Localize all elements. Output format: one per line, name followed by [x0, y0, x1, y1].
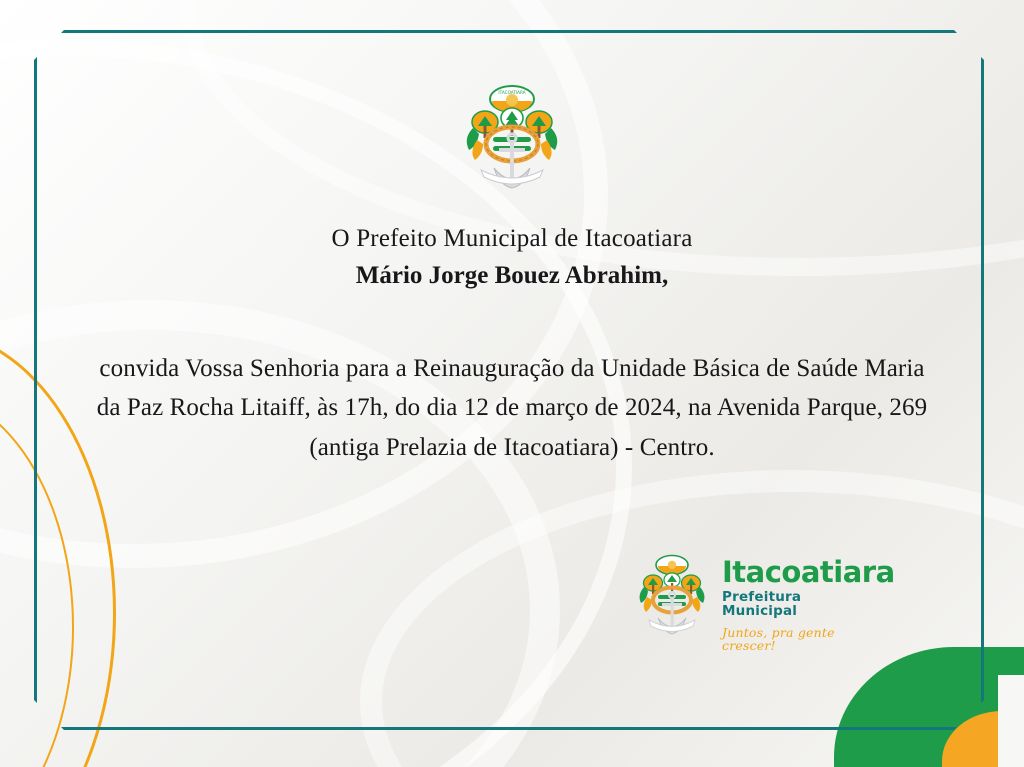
logo-coat-of-arms-icon — [628, 552, 716, 648]
logo-subtitle: Prefeitura Municipal — [722, 589, 802, 619]
svg-text:ITACOATIARA: ITACOATIARA — [498, 90, 526, 95]
logo-slogan: Juntos, pra gente crescer! — [722, 625, 835, 653]
orange-arc-decoration — [0, 390, 74, 767]
invitation-body-text: convida Vossa Senhoria para a Reinauguração da Unidade Básica de Saúde Maria da Paz Rocha Litaiff, às 17h, do dia 12 de março de 2024, na Avenida Parque, 269 (antiga Prelazia de Itacoatiara) - Centro. — [96, 354, 928, 461]
corner-shape-white — [998, 675, 1024, 767]
logo-city-name: Itacoatiara — [722, 555, 895, 589]
invitation-text-block — [90, 222, 934, 467]
prefeitura-logo-lockup — [628, 552, 895, 658]
coat-of-arms-icon — [447, 82, 577, 194]
mayor-name: Mário Jorge Bouez Abrahim, — [355, 261, 669, 289]
logo-text-block — [722, 555, 895, 653]
mayor-title-line: O Prefeito Municipal de Itacoatiara — [331, 225, 693, 252]
